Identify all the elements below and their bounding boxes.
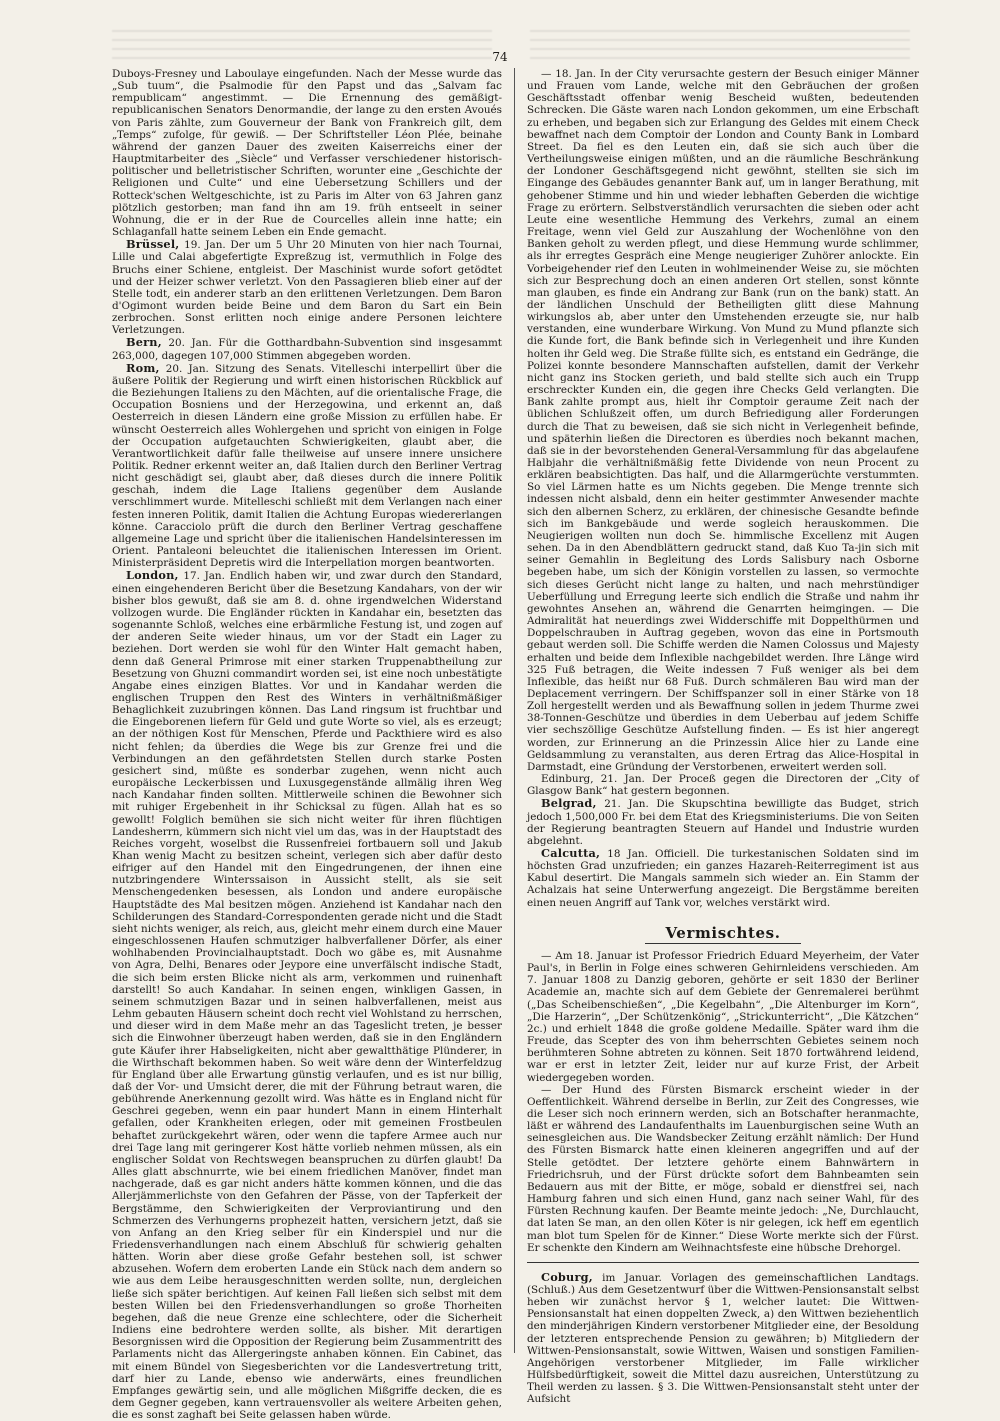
section-rule (527, 1262, 919, 1263)
left-column (112, 68, 502, 1421)
article-calcutta: Calcutta, 18 Jan. Officiell. Die turkestanischen Soldaten sind im höchsten Grad unzufrieden; ein ganzes Hazareh-Reiterregiment ist aus Kabul desertirt. Die Mangals sammeln sich wieder an. Ein Stamm der Achalzais hat seine Unterwerfung angezeigt. Die Bergstämme bereiten einen neuen Angriff auf Tank vor, welches verstärkt wird. (527, 846, 919, 909)
article-london: London, 17. Jan. Endlich haben wir, und zwar durch den Standard, einen eingehenderen Bericht über die Besetzung Kandahars, von der wir bisher blos gewußt, daß sie am 8. d. ohne irgendwelchen Widerstand vollzogen wurde. Die Engländer rückten in Kandahar ein, besetzten das sogenannte Schloß, welches eine erbärmliche Festung ist, und zogen auf der anderen Seite wieder hinaus, um vor der Stadt ein Lager zu beziehen. Dort werden sie wohl für den Winter Halt gemacht haben, denn daß General Primrose mit einer starken Truppenabtheilung zur Besetzung von Ghuzni commandirt worden sei, ist eine noch unbestätigte Angabe eines einzigen Blattes. Vor und in Kandahar werden die englischen Truppen den Rest des Winters in verhältnißmäßiger Behaglichkeit zuzubringen können. Das Land ringsum ist fruchtbar und die Eingeborenen liefern für Geld und gute Worte so viel, als es erzeugt; an der nöthigen Kost für Menschen, Pferde und Packthiere wird es also nicht fehlen; da überdies die Wege bis zur Grenze frei und die Verbindungen an den gefährdetsten Stellen durch starke Posten gesichert sind, müßte es sonderbar zugehen, wenn nicht auch europäische Leckerbissen und Luxusgegenstände allmälig ihren Weg nach Kandahar finden sollten. Mittlerweile schinen die Bewohner sich mit ruhiger Ergebenheit in ihr Schicksal zu fügen. Allah hat es so gewollt! Folglich bemühen sie sich nicht weiter für ihren flüchtigen Landesherrn, kümmern sich nicht viel um das, was in der Hauptstadt des Reiches vorgeht, woselbst die Russenfreiei fortbauern soll und Jakub Khan wenig Macht zu besitzen scheint, verlegen sich aber dafür desto eifriger auf den Handel mit den Eingedrungenen, der ihnen eine nutzbringendere Winterssaison in Aussicht stellt, als sie seit Menschengedenken besessen, als London und andere europäische Hauptstädte des Mal besitzen mögen. Anziehend ist Kandahar nach den Schilderungen des Standard-Correspondenten gerade nicht und die Stadt sieht nichts weniger, als reich, aus, gleicht mehr einem durch eine Mauer eingeschlossenen Haufen schmutziger halbverfallener Dörfer, als einer wohlhabenden Provincialhauptstadt. Doch wo gäbe es, mit Ausnahme von Agra, Delhi, Benares oder Jeypore eine unverfälscht indische Stadt, die sich beim ersten Blicke nicht als arm, verkommen und ruinenhaft darstellt! So auch Kandahar. In seinen engen, winkligen Gassen, in seinem schmutzigen Bazar und in seinen halbverfallenen, meist aus Lehm gebauten Häusern scheint doch recht viel Wohlstand zu herrschen, und dieser wird in dem Maße mehr an das Tageslicht treten, je besser sich die Einwohner überzeugt haben werden, daß sie in den Engländern gute Käufer ihrer Habseligkeiten, nicht aber gewaltthätige Plünderer, in die Wirthschaft bekommen haben. So weit wäre denn der Winterfeldzug für England über alle Erwartung günstig verlaufen, und es ist nur billig, daß der Vor- und Umsicht derer, die mit der Führung betraut waren, die gebührende Anerkennung gezollt wird. Was hätte es in England nicht für Geschrei gegeben, wenn ein paar hundert Mann in einem Hinterhalt gefallen, oder Krankheiten erlegen, oder mit gemeinen Frostbeulen behaftet zurückgekehrt wären, oder wenn die tapfere Armee auch nur drei Tage lang mit geringerer Kost hätte vorlieb nehmen müssen, als ein englischer Soldat von Rechtswegen beanspruchen zu dürfen glaubt! Da Alles glatt abschnurrte, wie bei einem friedlichen Manöver, findet man nachgerade, daß es gar nicht anders hätte kommen können, und die das Allerjämmerlichste von den Gefahren der Pässe, von der Tapferkeit der Bergstämme, den Schwierigkeiten der Verproviantirung und den Schmerzen des Verhungerns prophezeit hatten, versichern jetzt, daß sie von Anfang an den Krieg selber für ein Kinderspiel und nur die Friedensverhandlungen nach einem Abschluß für schwierig gehalten hätten. Worin aber diese große Gefahr bestehen soll, ist schwer abzusehen. Wofern dem eroberten Lande ein Stück nach dem andern so wie aus dem Leibe herausgeschnitten werden sollte, nun, dergleichen ließe sich später berichtigen. Auf keinen Fall ließen sich selbst mit dem besten Willen bei den Friedensverhandlungen so große Thorheiten begehen, daß die neue Grenze eine schlechtere, oder die Sicherheit Indiens eine bedrohtere werden sollte, als bisher. Mit derartigen Besorgnissen wird die Opposition der Regierung beim Zusammentritt des Parlaments nicht das Allergeringste anhaben können. Ein Cabinet, das mit einem Bündel von Siegesberichten vor die Landesvertretung tritt, darf hier zu Lande, ebenso wie anderwärts, eines freundlichen Empfanges gewärtig sein, und alle möglichen Mißgriffe decken, die es dem Gegner gegeben, kann vertrauensvoller als weitere Arbeiten gehen, die es sonst zaghaft bei Seite gelassen haben würde. (112, 568, 502, 1421)
heading-rule (645, 943, 801, 944)
article-rom: Rom, 20. Jan. Sitzung des Senats. Vitelleschi interpellirt über die äußere Politik der Regierung und wirft einen historischen Rückblick auf die Beziehungen Italiens zu den Mächten, auf die orientalische Frage, die Occupation Bosniens und der Herzegowina, und erkennt an, daß Oesterreich in diesen Ländern eine große Mission zu erfüllen habe. Er wünscht Oesterreich alles Wohlergehen und spricht von einigen in Folge der Occupation aufgetauchten Schwierigkeiten, glaubt aber, die Verantwortlichkeit dafür falle theilweise auf unsere innere unsichere Politik. Redner erkennt weiter an, daß Italien durch den Berliner Vertrag nicht geschädigt sei, glaubt aber, daß dieses durch die innere Politik geschah, indem die Lage Italiens gegenüber dem Auslande verschlimmert wurde. Mitelleschi schließt mit dem Verlangen nach einer festen inneren Politik, damit Italien die Achtung Europas wiedererlangen könne. Caracciolo prüft die durch den Berliner Vertrag geschaffene allgemeine Lage und spricht über die italienischen Handelsinteressen im Orient. Pantaleoni beleuchtet die italienischen Interessen im Orient. Ministerpräsident Depretis wird die Interpellation morgen beantworten. (112, 360, 502, 570)
article-edinburg: Edinburg, 21. Jan. Der Proceß gegen die Directoren der „City of Glasgow Bank“ hat gestern begonnen. (527, 773, 919, 798)
article-belgrad: Belgrad, 21. Jan. Die Skupschtina bewilligte das Budget, strich jedoch 1,500,000 Fr. bei dem Etat des Kriegsministeriums. Die von Seiten der Regierung beantragten Steuern auf Handel und Industrie wurden abgelehnt. (527, 796, 919, 847)
article-coburg: Coburg, im Januar. Vorlagen des gemeinschaftlichen Landtags. (Schluß.) Aus dem Gesetzentwurf über die Wittwen-Pensionsanstalt selbst heben wir zunächst hervor § 1, welcher lautet: Die Wittwen-Pensionsanstalt hat einen doppelten Zweck, a) den Wittwen beziehentlich den minderjährigen Kindern verstorbener Mitglieder eine, der Besoldung der letzteren entsprechende Pension zu gewähren; b) Mitgliedern der Wittwen-Pensionsanstalt, sowie Wittwen, Waisen und sonstigen Familien-Angehörigen verstorbener Mitglieder, im Falle wirklicher Hülfsbedürftigkeit, soweit die Mittel dazu ausreichen, Unterstützung zu Theil werden zu lassen. § 3. Die Wittwen-Pensionsanstalt steht unter der Aufsicht (527, 1269, 919, 1406)
article-meyerheim: — Am 18. Januar ist Professor Friedrich Eduard Meyerheim, der Vater Paul's, in Berlin in Folge eines schweren Gehirnleidens verschieden. Am 7. Januar 1808 zu Danzig geboren, gehörte er seit 1830 der Berliner Academie an, machte sich auf dem Gebiete der Genremalerei berühmt („Das Scheibenschießen“, „Die Kegelbahn“, „Die Altenburger im Korn“, „Die Harzerin“, „Der Schützenkönig“, „Strickunterricht“, „Die Kätzchen“ 2c.) und erhielt 1848 die große goldene Medaille. Später ward ihm die Freude, das Scepter des von ihm beherrschten Gebietes seinem noch berühmteren Sohne abtreten zu können. Seit 1870 fortwährend leidend, war er erst in letzter Zeit, leider nur auf kurze Frist, der Arbeit wiedergegeben worden. (527, 949, 919, 1084)
section-heading-vermischtes: Vermischtes. (665, 923, 781, 942)
article-bern: Bern, 20. Jan. Für die Gotthardbahn-Subvention sind insgesammt 263,000, dagegen 107,000 Stimmen abgegeben worden. (112, 335, 502, 362)
page-number: 74 (492, 50, 508, 64)
article-bismarck-hund: — Der Hund des Fürsten Bismarck erscheint wieder in der Oeffentlichkeit. Während derselbe in Berlin, zur Zeit des Congresses, wie die Leser sich noch erinnern werden, sich an Botschafter heranmachte, läßt er während des Landaufenthalts im Lauenburgischen seine Wuth an seinesgleichen aus. Die Wandsbecker Zeitung erzählt nämlich: Der Hund des Fürsten Bismarck hatte einen kleineren angegriffen und auf der Stelle getödtet. Der letztere gehörte einem Bahnwärtern in Friedrichsruh, und der Fürst drückte sofort dem Bahnbeamten sein Bedauern aus mit der Bitte, er möge, sobald er dienstfrei sei, nach Hamburg fahren und sich einen Hund, ganz nach seiner Wahl, für des Fürsten Rechnung kaufen. Der Beamte meinte jedoch: „Ne, Durchlaucht, dat laten Se man, an den ollen Köter is nir gelegen, ick heff em egentlich man blot tum Spelen för de Kinner.“ Diese Worte merkte sich der Fürst. Er schenkte den Kindern am Weihnachtsfeste eine hübsche Drehorgel. (527, 1083, 919, 1254)
column-divider (514, 68, 515, 1353)
article-bruessel: Brüssel, 19. Jan. Der um 5 Uhr 20 Minuten von hier nach Tournai, Lille und Calai abgefertigte Expreßzug ist, vermuthlich in Folge des Bruchs einer Schiene, entgleist. Der Maschinist wurde sofort getödtet und der Heizer schwer verletzt. Von den Passagieren blieb einer auf der Stelle todt, ein anderer starb an den erlittenen Verletzungen. Dem Baron d'Ogimont wurden beide Beine und dem Baron du Sart ein Bein zerbrochen. Sonst erlitten noch einige andere Personen leichtere Verletzungen. (112, 237, 502, 337)
article-paris-continued: Duboys-Fresney und Laboulaye eingefunden. Nach der Messe wurde das „Sub tuum“, die Psalmodie für den Papst und das „Salvam fac rempublicam“ angestimmt. — Die Ernennung des gemäßigt-republicanischen Senators Denormandie, der lange zu den ersten Avoués von Paris zählte, zum Gouverneur der Bank von Frankreich gilt, dem „Temps“ zufolge, für gewiß. — Der Schriftsteller Léon Plée, beinahe während der ganzen Dauer des zweiten Kaiserreichs einer der Hauptmitarbeiter des „Siècle“ und Verfasser verschiedener historisch-politischer und belletristischer Schriften, worunter eine „Geschichte der Religionen und Culte“ und eine Uebersetzung Schillers und der Rotteck'schen Weltgeschichte, ist zu Paris im Alter von 63 Jahren ganz plötzlich gestorben; man fand ihn am 19. früh entseelt in seiner Wohnung, die er in der Rue de Courcelles allein inne hatte; ein Schlaganfall hatte seinem Leben ein Ende gemacht. (112, 68, 502, 239)
right-column (527, 68, 919, 1406)
article-london-city: — 18. Jan. In der City verursachte gestern der Besuch einiger Männer und Frauen vom Lande, welche mit den Gebräuchen der großen Geschäftsstadt offenbar wenig Bescheid wußten, bedeutenden Schrecken. Die Gäste waren nach London gekommen, um eine Erbschaft zu erheben, und begaben sich zur Erlangung des Geldes mit einem Check bewaffnet nach dem Comptoir der London and County Bank in Lombard Street. Da fiel es den Leuten ein, daß sie sich auch über die Vertheilungsweise einigen müßten, und an die räumliche Beschränkung der Londoner Geschäftsgegend nicht gewöhnt, stellten sie sich im Eingange des Gebäudes genannter Bank auf, um in langer Berathung, mit gehobener Stimme und hin und wieder lebhaften Geberden die wichtige Frage zu erörtern. Selbstverständlich verursachten die sieben oder acht Leute eine wesentliche Hemmung des Verkehrs, zumal an einem Freitage, wenn viel Geld zur Auszahlung der Wochenlöhne von den Banken geholt zu werden pflegt, und diese Hemmung wurde schlimmer, als ihr erregtes Gespräch eine Menge neugieriger Zuhörer anlockte. Ein Vorbeigehender rief den Leuten in wohlmeinender Weise zu, sie möchten sich zur Besprechung doch an einen anderen Ort stellen, sonst könnte man glauben, es finde ein Andrang zur Bank (run on the bank) statt. An der ländlichen Unschuld der Betheiligten glitt diese Mahnung wirkungslos ab, aber unter den Umstehenden erzeugte sie, nur halb verstanden, eine wunderbare Wirkung. Von Mund zu Mund pflanzte sich die Kunde fort, die Bank befinde sich in Verlegenheit und ihre Kunden holten ihr Geld weg. Die Straße füllte sich, es entstand ein Gedränge, die Polizei konnte besondere Mannschaften aufstellen, damit der Verkehr nicht ganz ins Stocken gerieth, und bald stellte sich auch ein Trupp erschreckter Kunden ein, die gegen ihre Checks Geld verlangten. Die Bank zahlte prompt aus, hielt ihr Comptoir geraume Zeit nach der üblichen Schlußzeit offen, um durch Befriedigung aller Forderungen durch die That zu beweisen, daß sie sich nicht in Verlegenheit befinde, und späterhin ließen die Directoren es überdies noch bekannt machen, daß sie in der bevorstehenden General-Versammlung für das abgelaufene Halbjahr die verhältnißmäßig fette Dividende von neun Procent zu erklären beabsichtigten. Das half, und die Allarmgerüchte verstummten. So viel Lärmen hatte es um Nichts gegeben. Die Menge trennte sich indessen nicht alsbald, denn ein heiter gestimmter Anwesender machte sich den albernen Scherz, zu erklären, der chinesische Gesandte befinde sich im Bankgebäude und werde sogleich herauskommen. Die Neugierigen wollten nun doch Se. himmlische Excellenz mit Augen sehen. Da in den Abendblättern gedruckt stand, daß Kuo Ta-jin sich mit seiner Gemahlin in Begleitung des Lords Salisbury nach Osborne begeben habe, um sich der Königin vorstellen zu lassen, so vermochte sich dieses Gerücht nicht lange zu halten, und nach mehrstündiger Ueberfüllung und Erregung leerte sich endlich die Straße und nahm ihr gewohntes Ansehen an, während die Genarrten heimgingen. — Die Admiralität hat neuerdings zwei Widderschiffe mit Doppelthürmen und Doppelschrauben in Auftrag gegeben, wovon das eine in Portsmouth gebaut werden soll. Die Schiffe werden die Namen Colossus und Majesty erhalten und beide dem Inflexible nachgebildet werden. Ihre Länge wird 325 Fuß betragen, die Weite indessen 7 Fuß weniger als bei dem Inflexible, das heißt nur 68 Fuß. Durch schmäleren Bau wird man der Deplacement verringern. Der Schiffspanzer soll in einer Stärke von 18 Zoll hergestellt werden und als Bewaffnung sollen in jedem Thurme zwei 38-Tonnen-Geschütze und überdies in dem Ueberbau auf jedem Schiffe vier sechszöllige Geschütze Aufstellung finden. — Es ist hier angeregt worden, zur Erinnerung an die Prinzessin Alice hier zu Lande eine Geldsammlung zu veranstalten, aus deren Ertrag das Alice-Hospital in Darmstadt, eine Gründung der Verstorbenen, erweitert werden soll. (527, 68, 919, 773)
